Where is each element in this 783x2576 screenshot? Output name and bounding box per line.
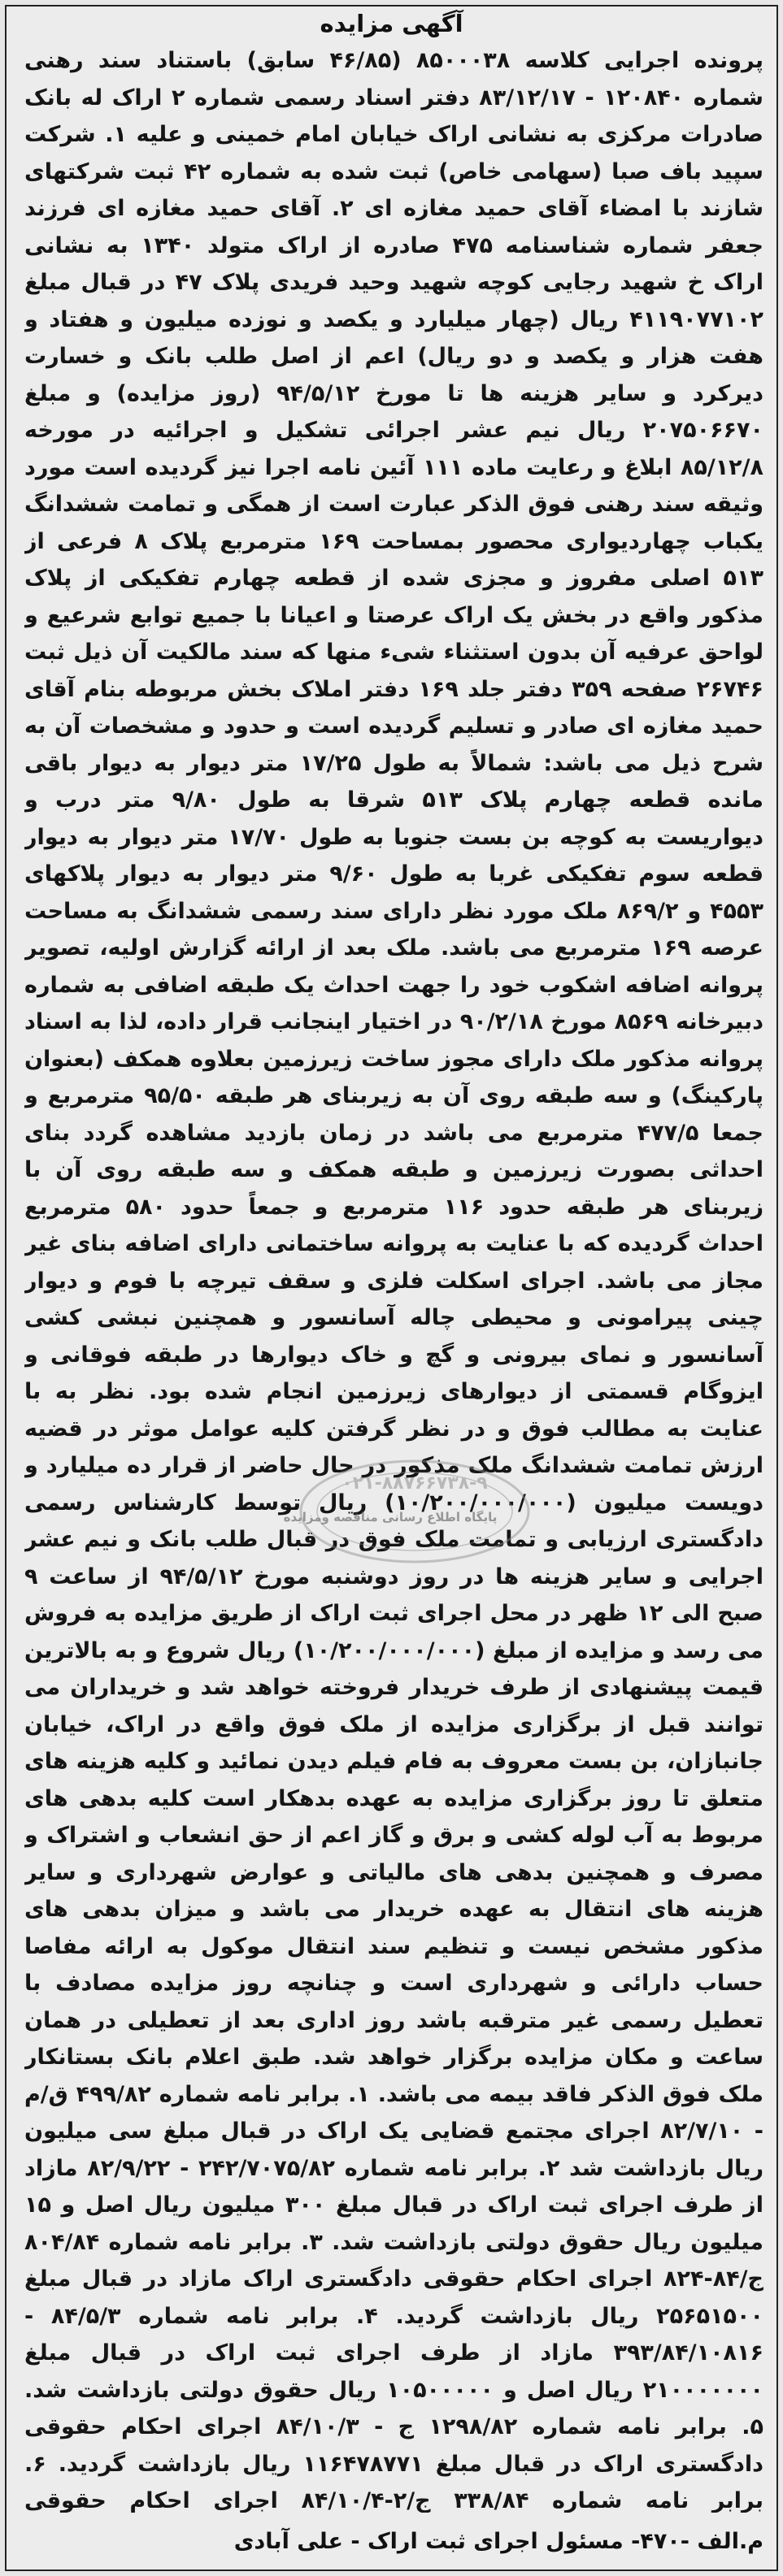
watermark-phone: ۰۲۱-۸۸۷۶۶۷۳۸-۹ — [341, 1473, 488, 1494]
watermark-caption: پایگاه اطلاع رسانی مناقصه ومزایده — [283, 1510, 498, 1524]
auction-notice — [5, 5, 778, 2571]
notice-body: پرونده اجرایی کلاسه ۸۵۰۰۰۳۸ (۴۶/۸۵ سابق) باستناد سند رهنی شماره ۱۲۰۸۴۰ - ۸۳/۱۲/۱۷ دفتر اسناد رسمی شماره ۲ اراک له بانک صادرات مرکزی به نشانی اراک خیابان امام خمینی و علیه ۱. شرکت سپید باف صبا (سهامی خاص) ثبت شده به شماره ۴۲ ثبت شرکتهای شازند با امضاء آقای حمید مغازه ای ۲. آقای حمید مغازه ای فرزند جعفر شماره شناسنامه ۴۷۵ صادره از اراک متولد ۱۳۴۰ به نشانی اراک خ شهید رجایی کوچه شهید وحید فریدی پلاک ۴۷ در قبال مبلغ ۴۱۱۹۰۷۷۱۰۲ ریال (چهار میلیارد و یکصد و نوزده میلیون و هفتاد و هفت هزار و یکصد و دو ریال) اعم از اصل طلب بانک و خسارت دیرکرد و سایر هزینه ها تا مورخ ۹۴/۵/۱۲ (روز مزایده) و مبلغ ۲۰۷۵۰۶۶۷۰ ریال نیم عشر اجرائی تشکیل و اجرائیه در مورخه ۸۵/۱۲/۸ ابلاغ و رعایت ماده ۱۱۱ آئین نامه اجرا نیز گردیده است مورد وثیقه سند رهنی فوق الذکر عبارت است از همگی و تمامت ششدانگ یکباب چهاردیواری محصور بمساحت ۱۶۹ مترمربع پلاک ۸ فرعی از ۵۱۳ اصلی مفروز و مجزی شده از قطعه چهارم تفکیکی از پلاک مذکور واقع در بخش یک اراک عرصتا و اعیانا با جمیع توابع شرعیع و لواحق عرفیه آن بدون استثناء شیء منها که سند مالکیت آن ذیل ثبت ۲۶۷۴۶ صفحه ۳۵۹ دفتر جلد ۱۶۹ دفتر املاک بخش مربوطه بنام آقای حمید مغازه ای صادر و تسلیم گردیده است و حدود و مشخصات آن به شرح ذیل می باشد: شمالاً به طول ۱۷/۲۵ متر دیوار به دیوار باقی مانده قطعه چهارم پلاک ۵۱۳ شرقا به طول ۹/۸۰ متر درب و دیواریست به کوچه بن بست جنوبا به طول ۱۷/۷۰ متر دیوار به دیوار قطعه سوم تفکیکی غربا به طول ۹/۶۰ متر دیوار به دیوار پلاکهای ۴۵۵۳ و ۸۶۹/۲ ملک مورد نظر دارای سند رسمی ششدانگ به مساحت عرصه ۱۶۹ مترمربع می باشد. ملک بعد از ارائه گزارش اولیه، تصویر پروانه اضافه اشکوب خود را جهت احداث یک طبقه اضافی به شماره دبیرخانه ۸۵۶۹ مورخ ۹۰/۲/۱۸ در اختیار اینجانب قرار داده، لذا به اسناد پروانه مذکور ملک دارای مجوز ساخت زیرزمین بعلاوه همکف (بعنوان پارکینگ) و سه طبقه روی آن به زیربنای هر طبقه ۹۵/۵۰ مترمربع و جمعا ۴۷۷/۵ مترمربع می باشد در زمان بازدید مشاهده گردد بنای احداثی بصورت زیرزمین و طبقه همکف و سه طبقه روی آن با زیربنای هر طبقه حدود ۱۱۶ مترمربع و جمعاً حدود ۵۸۰ مترمربع احداث گردیده که با عنایت به پروانه ساختمانی دارای اضافه بنای غیر مجاز می باشد. اجرای اسکلت فلزی و سقف تیرچه با فوم و دیوار چینی پیرامونی و محیطی چاله آسانسور و همچنین نبشی کشی آسانسور و نمای بیرونی و گچ و خاک دیوارها در طبقه فوقانی و ایزوگام قسمتی از دیوارهای زیرزمین انجام شده بود. نظر به با عنایت به مطالب فوق و در نظر گرفتن کلیه عوامل موثر در قضیه ارزش تمامت ششدانگ ملک مذکور در حال حاضر از قرار ده میلیارد و دویست میلیون (۱۰/۲۰۰/۰۰۰/۰۰۰) ریال توسط کارشناس رسمی دادگستری ارزیابی و تمامت ملک فوق در قبال طلب بانک و نیم عشر اجرایی و سایر هزینه ها در روز دوشنبه مورخ ۹۴/۵/۱۲ از ساعت ۹ صبح الی ۱۲ ظهر در محل اجرای ثبت اراک از طریق مزایده به فروش می رسد و مزایده از مبلغ (۱۰/۲۰۰/۰۰۰/۰۰۰) ریال شروع و به بالاترین قیمت پیشنهادی از طرف خریدار فروخته خواهد شد و خریداران می توانند قبل از برگزاری مزایده از ملک فوق واقع در اراک، خیابان جانبازان، بن بست معروف به فام فیلم دیدن نمائید و کلیه هزینه های متعلق تا روز برگزاری مزایده به عهده بدهکار است کلیه بدهی های مربوط به آب لوله کشی و برق و گاز اعم از حق انشعاب و اشتراک و مصرف و همچنین بدهی های مالیاتی و عوارض شهرداری و سایر هزینه های انتقال به عهده خریدار می باشد و میزان بدهی های مذکور مشخص نیست و تنظیم سند انتقال موکول به ارائه مفاصا حساب دارائی و شهرداری است و چنانچه روز مزایده مصادف با تعطیل رسمی غیر مترقبه باشد روز اداری بعد از تعطیلی در همان ساعت و مکان مزایده برگزار خواهد شد. طبق اعلام بانک بستانکار ملک فوق الذکر فاقد بیمه می باشد. ۱. برابر نامه شماره ۴۹۹/۸۲ ق/م - ۸۲/۷/۱۰ اجرای مجتمع قضایی یک اراک در قبال مبلغ سی میلیون ریال بازداشت شد ۲. برابر نامه شماره ۲۴۲/۷۰۷۵/۸۲ - ۸۲/۹/۲۲ مازاد از طرف اجرای ثبت اراک در قبال مبلغ ۳۰۰ میلیون ریال اصل و ۱۵ میلیون ریال حقوق دولتی بازداشت شد. ۳. برابر نامه شماره ۸۰۴/۸۴ ج/۸۴-۸۲۴ اجرای احکام حقوقی دادگستری اراک مازاد در قبال مبلغ ۲۵۶۵۱۵۰۰ ریال بازداشت گردید. ۴. برابر نامه شماره ۸۴/۵/۳ - ۳۹۳/۸۴/۱۰۸۱۶ مازاد از طرف اجرای ثبت اراک در قبال مبلغ ۲۱۰۰۰۰۰۰۰ ریال اصل و ۱۰۵۰۰۰۰۰ ریال حقوق دولتی بازداشت شد. ۵. برابر نامه شماره ۱۲۹۸/۸۲ ج - ۸۴/۱۰/۳ اجرای احکام حقوقی دادگستری اراک در قبال مبلغ ۱۱۶۴۷۸۷۷۱ ریال بازداشت گردید. ۶. برابر نامه شماره ۳۳۸/۸۴ ج/۲-۸۴/۱۰/۴ اجرای احکام حقوقی — [24, 48, 763, 2513]
notice-signature: م.الف -۴۷۰- مسئول اجرای ثبت اراک - علی آبادی — [233, 2529, 763, 2554]
notice-title: آگهی مزایده — [320, 10, 463, 37]
